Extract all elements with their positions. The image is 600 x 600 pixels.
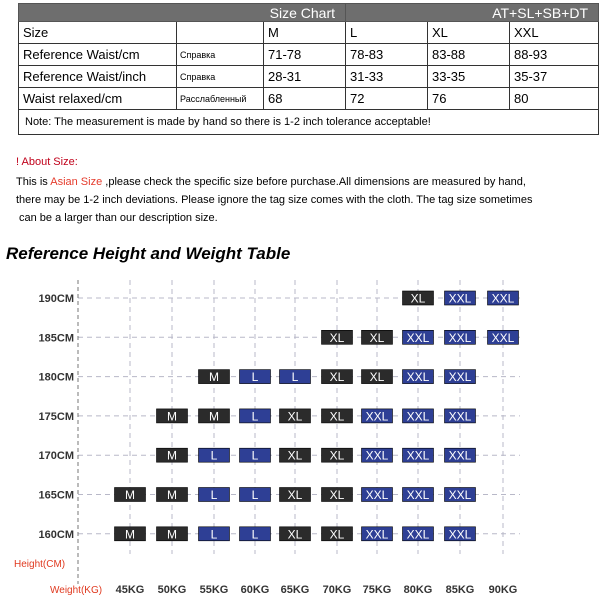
height-tick-label: 175CM <box>38 410 74 423</box>
size-cell-label: L <box>291 370 299 385</box>
size-header-xl: XL <box>428 22 510 44</box>
size-header-row <box>19 22 599 44</box>
size-cell-label: XL <box>287 409 303 424</box>
size-cell-label: XXL <box>406 448 430 463</box>
height-tick-label: 170CM <box>38 450 74 463</box>
size-cell-label: XL <box>369 330 385 345</box>
table-cell: 78-83 <box>346 44 428 66</box>
weight-tick-label: 45KG <box>115 584 145 596</box>
table-cell: 88-93 <box>510 44 599 66</box>
size-cell-label: XXL <box>448 488 472 502</box>
size-cell-label: XL <box>329 370 345 385</box>
table-cell: 80 <box>510 88 599 110</box>
row-label-ru: Справка <box>177 66 264 88</box>
table-row <box>19 44 599 66</box>
size-cell-label: XL <box>369 370 385 385</box>
weight-tick-label: 50KG <box>157 584 187 596</box>
height-weight-chart <box>0 262 600 600</box>
size-cell-label: L <box>210 527 218 542</box>
size-cell-label: M <box>125 488 135 502</box>
about-size-line: there may be 1-2 inch deviations. Please ignore the tag size comes with the cloth. The tag size sometimes <box>16 194 533 206</box>
table-cell: 31-33 <box>346 66 428 88</box>
table-cell: 35-37 <box>510 66 599 88</box>
height-tick-label: 165CM <box>38 489 74 502</box>
weight-tick-label: 65KG <box>280 584 310 596</box>
table-cell: 68 <box>264 88 346 110</box>
weight-tick-label: 90KG <box>488 584 518 596</box>
weight-tick-label: 75KG <box>362 584 392 596</box>
size-header-xxl: XXL <box>510 22 599 44</box>
table-cell: 76 <box>428 88 510 110</box>
size-cell-label: M <box>209 370 219 385</box>
weight-tick-label: 85KG <box>445 584 475 596</box>
about-size-line: can be a larger than our description size. <box>19 212 218 224</box>
size-header-m: M <box>264 22 346 44</box>
table-row <box>19 88 599 110</box>
row-label: Reference Waist/cm <box>19 44 177 66</box>
about-size-line <box>16 173 596 191</box>
size-chart-table <box>18 3 599 135</box>
size-cell-label: XXL <box>448 330 472 345</box>
size-cell-label: M <box>209 409 219 424</box>
size-cell-label: M <box>167 527 177 542</box>
row-label: Reference Waist/inch <box>19 66 177 88</box>
size-note: Note: The measurement is made by hand so there is 1-2 inch tolerance acceptable! <box>19 110 599 135</box>
about-size-title: ! About Size: <box>16 156 78 168</box>
size-cell-label: L <box>251 409 259 424</box>
asian-size-highlight: Asian Size <box>50 176 103 188</box>
about-size-section <box>16 151 596 227</box>
weight-axis-label: Weight(KG) <box>50 585 103 596</box>
table-cell: 83-88 <box>428 44 510 66</box>
height-weight-grid <box>0 262 600 600</box>
size-cell-label: XXL <box>406 409 430 424</box>
size-cell-label: M <box>167 448 177 463</box>
size-chart-header-bar <box>19 4 599 22</box>
size-cell-label: XXL <box>491 330 515 345</box>
table-cell: 28-31 <box>264 66 346 88</box>
size-cell-label: XL <box>287 448 303 463</box>
size-chart-title: Size Chart <box>19 4 346 22</box>
weight-tick-label: 55KG <box>199 584 229 596</box>
size-cell-label: L <box>251 488 259 502</box>
size-cell-label: XXL <box>448 291 472 306</box>
size-cell-label: XXL <box>448 527 472 542</box>
weight-tick-label: 70KG <box>322 584 352 596</box>
size-cell-label: XL <box>329 448 345 463</box>
size-cell-label: L <box>210 488 218 502</box>
size-cell-label: XXL <box>448 409 472 424</box>
row-label-ru: Расслабленный <box>177 88 264 110</box>
size-cell-label: XXL <box>491 291 515 306</box>
size-cell-label: M <box>125 527 135 542</box>
reference-table-title: Reference Height and Weight Table <box>6 244 291 263</box>
size-cell-label: XXL <box>448 370 472 385</box>
size-header-blank <box>177 22 264 44</box>
size-cell-label: XL <box>329 409 345 424</box>
height-axis-label: Height(CM) <box>14 559 66 570</box>
size-cell-label: M <box>167 409 177 424</box>
size-cell-label: XXL <box>365 488 389 502</box>
size-cell-label: XXL <box>365 527 389 542</box>
size-cell-label: L <box>210 448 218 463</box>
size-cell-label: M <box>167 488 177 502</box>
size-cell-label: L <box>251 527 259 542</box>
size-cell-label: XXL <box>406 330 430 345</box>
size-cell-label: XXL <box>365 448 389 463</box>
table-row <box>19 66 599 88</box>
size-cell-label: L <box>251 448 259 463</box>
height-tick-label: 180CM <box>38 371 74 384</box>
size-cell-label: XXL <box>406 488 430 502</box>
height-tick-label: 190CM <box>38 293 74 305</box>
about-text: This is <box>16 176 51 188</box>
table-cell: 72 <box>346 88 428 110</box>
size-cell-label: XL <box>329 488 345 502</box>
size-cell-label: XXL <box>406 527 430 542</box>
weight-tick-label: 60KG <box>240 584 270 596</box>
row-label-ru: Справка <box>177 44 264 66</box>
size-cell-label: XXL <box>365 409 389 424</box>
size-cell-label: XL <box>287 527 303 542</box>
size-cell-label: XXL <box>448 448 472 463</box>
size-cell-label: XXL <box>406 370 430 385</box>
height-tick-label: 160CM <box>38 528 74 541</box>
table-cell: 33-35 <box>428 66 510 88</box>
size-cell-label: XL <box>287 488 303 502</box>
row-label: Waist relaxed/cm <box>19 88 177 110</box>
table-cell: 71-78 <box>264 44 346 66</box>
size-header-label: Size <box>19 22 177 44</box>
size-cell-label: XL <box>410 291 426 306</box>
size-cell-label: XL <box>329 527 345 542</box>
size-note-row <box>19 110 599 135</box>
weight-tick-label: 80KG <box>403 584 433 596</box>
about-text: ,please check the specific size before purchase.All dimensions are measured by hand, <box>102 176 526 188</box>
size-header-l: L <box>346 22 428 44</box>
size-cell-label: L <box>251 370 259 385</box>
size-cell-label: XL <box>329 330 345 345</box>
height-tick-label: 185CM <box>38 332 74 345</box>
size-chart-tag: AT+SL+SB+DT <box>346 4 599 22</box>
